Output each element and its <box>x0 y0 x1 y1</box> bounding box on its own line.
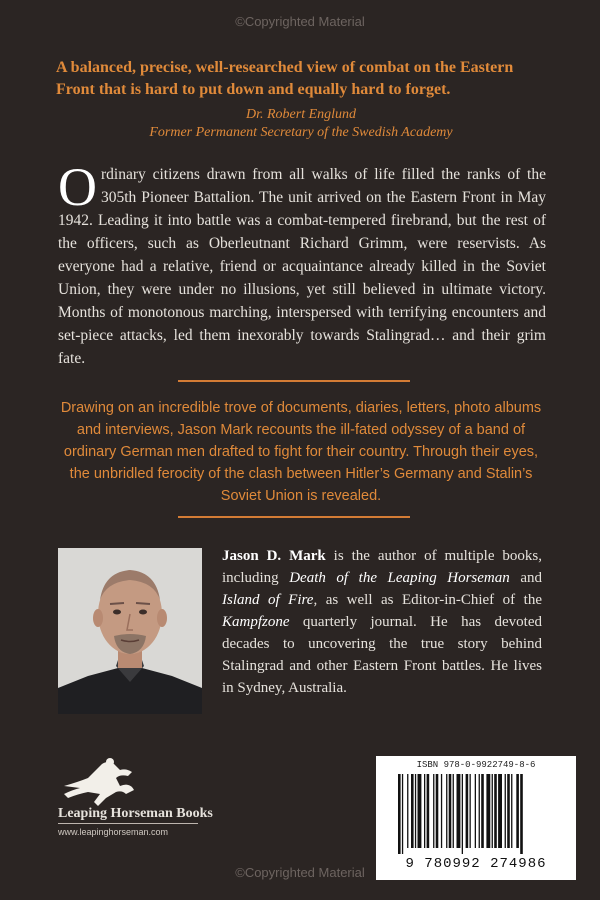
isbn-label: ISBN 978-0-9922749-8-6 <box>416 760 536 770</box>
bio-text-1: is the author of multiple books, including <box>222 548 543 586</box>
publisher-name: Leaping Horseman Books <box>58 806 213 821</box>
publisher-url: www.leapinghorseman.com <box>58 827 169 837</box>
author-photo <box>58 548 202 714</box>
bio-book-2: Island of Fire <box>222 592 314 608</box>
copyright-watermark-bottom: ©Copyrighted Material <box>235 865 365 880</box>
barcode-bars <box>398 774 562 854</box>
bio-text-2: and <box>509 570 542 586</box>
bio-text-4: quarterly journal. He has devoted decades to uncovering the true story behind Stalingrad and other Eastern Front battles. He lives in Sydney, Australia. <box>222 614 542 696</box>
quote-author: Dr. Robert Englund <box>245 107 357 122</box>
bio-journal: Kampfzone <box>222 614 290 630</box>
divider-top <box>178 380 410 382</box>
ean-number: 9 780992 274986 <box>405 856 547 872</box>
publisher-divider <box>58 823 198 824</box>
author-bio <box>222 545 542 699</box>
barcode <box>376 756 576 880</box>
author-name: Jason D. Mark <box>222 548 326 564</box>
blurb-text: rdinary citizens drawn from all walks of life filled the ranks of the 305th Pioneer Battalion. The unit arrived on the Eastern Front in May 1942. Leading it into battle was a combat-tempered firebrand, but the rest of the officers, such as Oberleutnant Richard Grimm, were reservists. As everyone had a relative, friend or acquaintance already killed in the Soviet Union, they were under no illusions, yet still believed in ultimate victory. Months of monotonous marching, interspersed with terrifying encounters and set-piece attacks, led them inexorably towards Stalingrad… and their grim fate. <box>58 166 546 367</box>
review-quote: A balanced, precise, well-researched view of combat on the Eastern Front that is hard to put down and equally hard to forget. <box>56 59 514 98</box>
highlight-paragraph: Drawing on an incredible trove of documents, diaries, letters, photo albums and interviews, Jason Mark recounts the ill-fated odyssey of a band of ordinary German men drafted to fight for their country. Through their eyes, the unbridled ferocity of the clash between Hitler’s Germany and Stalin’s Soviet Union is revealed. <box>60 400 542 504</box>
copyright-watermark: ©Copyrighted Material <box>235 14 365 29</box>
bio-book-1: Death of the Leaping Horseman <box>289 570 510 586</box>
drop-cap: O <box>58 157 97 217</box>
bio-text-3: , as well as Editor-in-Chief of the <box>313 592 542 608</box>
divider-bottom <box>178 516 410 518</box>
quote-author-title: Former Permanent Secretary of the Swedish Academy <box>149 125 453 140</box>
blurb-paragraph <box>58 157 546 370</box>
